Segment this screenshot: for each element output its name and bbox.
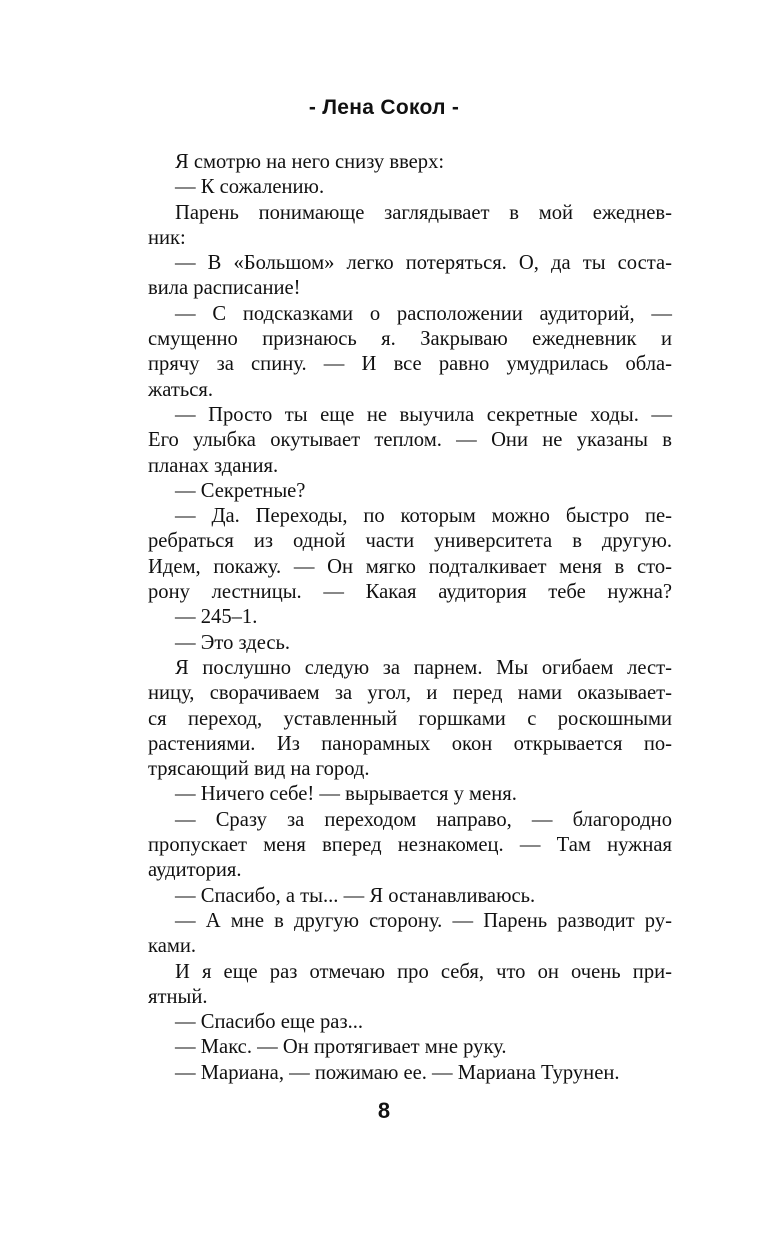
text-line: прячу за спину. — И все равно умудрилась обла- xyxy=(148,353,672,376)
text-line: Идем, покажу. — Он мягко подталкивает меня в сто- xyxy=(148,555,672,578)
text-line: — Просто ты еще не выучила секретные ходы. — xyxy=(175,403,672,426)
text-line: И я еще раз отмечаю про себя, что он очень при- xyxy=(175,960,672,983)
text-line: Его улыбка окутывает теплом. — Они не указаны в xyxy=(148,429,672,452)
text-line: ребраться из одной части университета в другую. xyxy=(148,530,672,553)
text-line: — Макс. — Он протягивает мне руку. xyxy=(175,1036,507,1059)
text-line: — Мариана, — пожимаю ее. — Мариана Турунен. xyxy=(175,1061,620,1084)
text-line: — Да. Переходы, по которым можно быстро пе- xyxy=(175,505,672,528)
text-line: Я послушно следую за парнем. Мы огибаем лест- xyxy=(175,656,672,679)
text-line: жаться. xyxy=(148,378,213,401)
running-head: - Лена Сокол - xyxy=(308,96,460,119)
text-line: — Ничего себе! — вырывается у меня. xyxy=(175,783,517,806)
text-line: — С подсказками о расположении аудиторий, — xyxy=(175,302,672,325)
text-line: ятный. xyxy=(148,985,208,1008)
text-line: — Спасибо, а ты... — Я останавливаюсь. xyxy=(175,884,536,907)
text-line: Парень понимающе заглядывает в мой ежеднев- xyxy=(175,201,672,224)
text-line: смущенно признаюсь я. Закрываю ежедневник и xyxy=(148,328,672,351)
text-line: ник: xyxy=(148,226,186,249)
text-line: — Это здесь. xyxy=(175,631,291,654)
page-number: 8 xyxy=(377,1098,391,1123)
text-line: пропускает меня вперед незнакомец. — Там нужная xyxy=(148,834,672,857)
text-line: Я смотрю на него снизу вверх: xyxy=(175,151,445,173)
text-line: рону лестницы. — Какая аудитория тебе нужна? xyxy=(148,581,672,604)
text-line: аудитория. xyxy=(148,859,242,882)
text-line: ками. xyxy=(148,935,197,958)
text-line: растениями. Из панорамных окон открывается по- xyxy=(148,732,672,755)
text-line: трясающий вид на город. xyxy=(148,758,370,781)
text-line: ся переход, уставленный горшками с роскошными xyxy=(148,707,672,730)
text-line: — Секретные? xyxy=(175,479,306,502)
text-line: вила расписание! xyxy=(148,277,301,300)
body-text xyxy=(148,150,672,1086)
text-line: планах здания. xyxy=(148,454,279,477)
text-line: — Сразу за переходом направо, — благородно xyxy=(175,808,672,831)
text-line: — Спасибо еще раз... xyxy=(175,1011,364,1034)
text-line: — В «Большом» легко потеряться. О, да ты соста- xyxy=(175,252,672,275)
text-line: ницу, сворачиваем за угол, и перед нами оказывает- xyxy=(148,682,672,705)
text-line: — 245–1. xyxy=(175,606,258,629)
text-line: — А мне в другую сторону. — Парень разводит ру- xyxy=(175,909,672,932)
text-line: — К сожалению. xyxy=(175,176,325,199)
